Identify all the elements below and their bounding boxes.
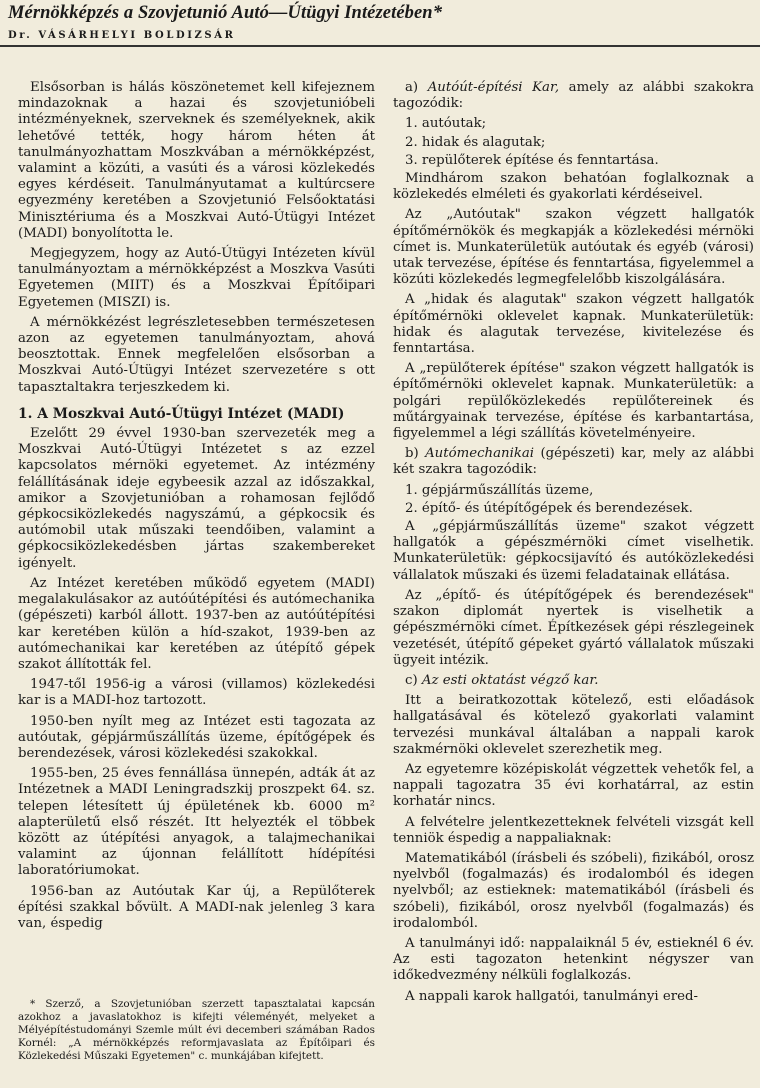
footnote-text: * Szerző, a Szovjetunióban szerzett tapasztalatai kapcsán azokhoz a javaslatokhoz is kifejti véleményét, melyeket a Mélyépítéstudományi Szemle múlt évi decemberi számában Rados Kornél: „A mérnökképzés reformjavaslata az Építőipari és Közlekedési Műszaki Egyetemen" c. munkájában kifejtett.: [18, 998, 375, 1062]
faculty-subheading: [393, 446, 754, 478]
faculty-letter: c): [405, 672, 422, 688]
body-paragraph: A nappali karok hallgatói, tanulmányi ered-: [405, 988, 698, 1004]
section-heading: 1. A Moszkvai Autó-Útügyi Intézet (MADI): [18, 405, 345, 422]
body-paragraph: Az egyetemre középiskolát végzettek vehetők fel, a nappali tagozatra 35 évi korhatárral, az estin korhatár nincs.: [393, 761, 754, 810]
body-paragraph: A „repülőterek építése" szakon végzett hallgatók is építőmérnöki oklevelet kapnak. Munkaterületük: a polgári repülőközlekedés repülőtereinek és műtárgyainak tervezése, építése és karbantartása, figyelemmel a légi szállítás követelményeire.: [393, 361, 754, 442]
faculty-letter: b): [405, 446, 426, 462]
faculty-description: amely az alábbi szakokra tagozódik:: [393, 80, 754, 112]
body-paragraph: Mindhárom szakon behatóan foglalkoznak a közlekedés elméleti és gyakorlati kérdéseivel.: [393, 171, 754, 203]
body-paragraph: Itt a beiratkozottak kötelező, esti előadások hallgatásával és kötelező gyakorlati valamint tervezési munkával általában a nappali karok szakmérnöki oklevelet szerezhetik meg.: [393, 693, 754, 757]
body-paragraph: Megjegyzem, hogy az Autó-Útügyi Intézeten kívül tanulmányoztam a mérnökképzést a Moszkva Vasúti Egyetemen (MIIT) és a Moszkvai Építőipari Egyetemen (MISZI) is.: [18, 246, 375, 310]
footnote: [18, 998, 375, 1063]
body-paragraph: 1947-től 1956-ig a városi (villamos) közlekedési kar is a MADI-hoz tartozott.: [18, 677, 375, 709]
faculty-letter: a): [405, 80, 428, 95]
body-paragraph: Az „építő- és útépítőgépek és berendezések" szakon diplomát nyertek is viselhetik a gépészmérnöki címet. Építkezések gépi részlegeinek vezetését, útépítő gépeket gyártó vállalatok műszaki ügyeit intézik.: [393, 587, 754, 668]
faculty-subheading: [393, 80, 754, 112]
body-paragraph: A „gépjárműszállítás üzeme" szakot végzett hallgatók a gépészmérnöki címet viselhetik. Munkaterületük: gépkocsijavító és autóközlekedési vállalatok műszaki és üzemi feladatainak ellátása.: [393, 519, 754, 583]
body-paragraph: A felvételre jelentkezetteknek felvételi vizsgát kell tenniök éspedig a nappaliaknak:: [393, 814, 754, 846]
header-rule: [0, 45, 760, 47]
faculty-description: (gépészeti) kar, mely az alábbi két szakra tagozódik:: [393, 446, 754, 478]
article-author: Dr. VÁSÁRHELYI BOLDIZSÁR: [8, 30, 236, 41]
faculty-subheading: [393, 673, 754, 689]
body-paragraph: 1950-ben nyílt meg az Intézet esti tagozata az autóutak, gépjárműszállítás üzeme, építőgépek és berendezések, városi közlekedési szakokkal.: [18, 713, 375, 761]
right-column: [393, 80, 754, 1009]
body-paragraph: Elsősorban is hálás köszönetemet kell kifejeznem mindazoknak a hazai és szovjetunióbeli intézményeknek, szerveknek és személyeknek, akik lehetővé tették, hogy három héten át tanulmányozhattam Moszkvában a mérnökképzést, valamint a közúti, a vasúti és a városi közlekedés egyes kérdéseit. Tanulmányutamat a kultúrcsere egyezmény keretében a Szovjetunió Felsőoktatási Minisztériuma és a Moszkvai Autó-Útügyi Intézet (MADI) bonyolította le.: [18, 80, 375, 241]
body-paragraph: 1955-ben, 25 éves fennállása ünnepén, adták át az Intézetnek a MADI Leningradszkij proszpekt 64. sz. telepen létesített új épületének kb. 6000 m² alapterületű első részét. Itt helyezték el többek között az útépítési anyagok, a talajmechanikai valamint az újonnan felállított hídépítési laboratóriumokat.: [18, 766, 375, 879]
list-item: 2. építő- és útépítőgépek és berendezések.: [405, 500, 693, 516]
faculty-name: Autóút-építési Kar,: [427, 80, 560, 95]
body-paragraph: A tanulmányi idő: nappalaiknál 5 év, estieknél 6 év. Az esti tagozaton hetenkint négyszer van időkedvezmény nélküli foglalkozás.: [393, 935, 754, 984]
body-paragraph: Ezelőtt 29 évvel 1930-ban szervezeték meg a Moszkvai Autó-Útügyi Intézetet s az ezzel kapcsolatos mérnöki egyetemet. Az intézmény felállításának ideje egybeesik azzal az időszakkal, amikor a Szovjetunióban a rohamosan fejlődő gépkocsiközlekedés nagyszámú, a gépkocsik és autómobil utak műszaki teendőiben, valamint a gépkocsiközlekedésben jártas szakembereket igényelt.: [18, 426, 375, 571]
body-paragraph: Az Intézet keretében működő egyetem (MADI) megalakulásakor az autóútépítési és autómechanika (gépészeti) karból állott. 1937-ben az autóútépítési kar keretében külön a híd-szakot, 1939-ben az autómechanikai kar keretében az útépítő gépek szakot állították fel.: [18, 575, 375, 672]
faculty-name: Autómechanikai: [425, 446, 535, 462]
list-item: 3. repülőterek építése és fenntartása.: [405, 152, 659, 168]
article-title: Mérnökképzés a Szovjetunió Autó—Útügyi Intézetében*: [8, 3, 443, 23]
body-paragraph: 1956-ban az Autóutak Kar új, a Repülőterek építési szakkal bővült. A MADI-nak jelenleg 3 kara van, éspedig: [18, 883, 375, 931]
body-paragraph: A „hidak és alagutak" szakon végzett hallgatók építőmérnöki oklevelet kapnak. Munkaterületük: hidak és alagutak tervezése, kivitelezése és fenntartása.: [393, 292, 754, 357]
body-paragraph: Matematikából (írásbeli és szóbeli), fizikából, orosz nyelvből (fogalmazás) és irodalomból és idegen nyelvből; az estieknek: matematikából (írásbeli és szóbeli), fizikából, orosz nyelvből (fogalmazás) és irodalomból.: [393, 850, 754, 931]
body-paragraph: Az „Autóutak" szakon végzett hallgatók építőmérnökök és megkapják a közlekedési mérnöki címet is. Munkaterületük autóutak és egyéb (városi) utak tervezése, építése és fenntartása, figyelemmel a közúti közlekedés legmegfelelőbb kiszolgálására.: [393, 207, 754, 288]
left-column: [18, 80, 375, 936]
list-item: 1. autóutak;: [405, 116, 487, 132]
faculty-name: Az esti oktatást végző kar.: [421, 672, 599, 688]
body-paragraph: A mérnökkézést legrészletesebben természetesen azon az egyetemen tanulmányoztam, ahová beosztottak. Ennek megfelelően elsősorban a Moszkvai Autó-Útügyi Intézet szervezetére s ott tapasztaltakra terjeszkedem ki.: [18, 314, 375, 395]
list-item: 2. hidak és alagutak;: [405, 134, 546, 150]
list-item: 1. gépjárműszállítás üzeme,: [405, 482, 594, 498]
